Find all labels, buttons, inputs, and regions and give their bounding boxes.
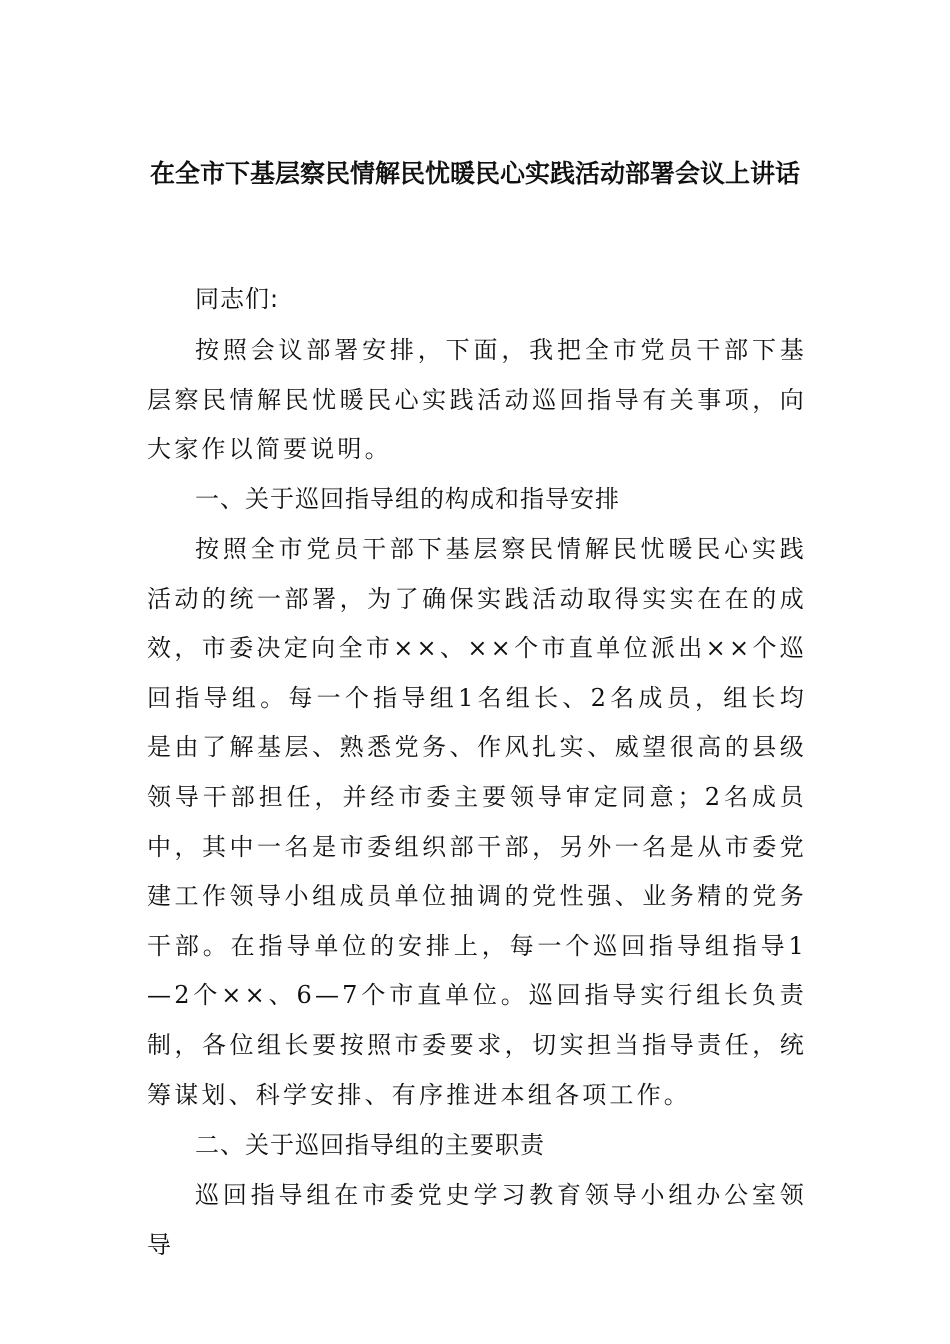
section-heading-1: 一、关于巡回指导组的构成和指导安排 [195,485,620,513]
salutation: 同志们: [195,285,280,313]
section2-paragraph: 巡回指导组在市委党史学习教育领导小组办公室领导 [147,1181,807,1259]
document-title: 在全市下基层察民情解民忧暖民心实践活动部署会议上讲话 [149,159,800,188]
section1-paragraph: 按照全市党员干部下基层察民情解民忧暖民心实践活动的统一部署，为了确保实践活动取得实实在在的成效，市委决定向全市××、××个市直单位派出××个巡回指导组。每一个指导组1名组长、2名成员，组长均是由了解基层、熟悉党务、作风扎实、威望很高的县级领导干部担任，并经市委主要领导审定同意；2名成员中，其中一名是市委组织部干部，另外一名是从市委党建工作领导小组成员单位抽调的党性强、业务精的党务干部。在指导单位的安排上，每一个巡回指导组指导1—2个××、6—7个市直单位。巡回指导实行组长负责制，各位组长要按照市委要求，切实担当指导责任，统筹谋划、科学安排、有序推进本组各项工作。 [147,535,807,1109]
intro-paragraph: 按照会议部署安排，下面，我把全市党员干部下基层察民情解民忧暖民心实践活动巡回指导有关事项，向大家作以简要说明。 [147,336,807,464]
section-heading-2: 二、关于巡回指导组的主要职责 [195,1131,545,1159]
